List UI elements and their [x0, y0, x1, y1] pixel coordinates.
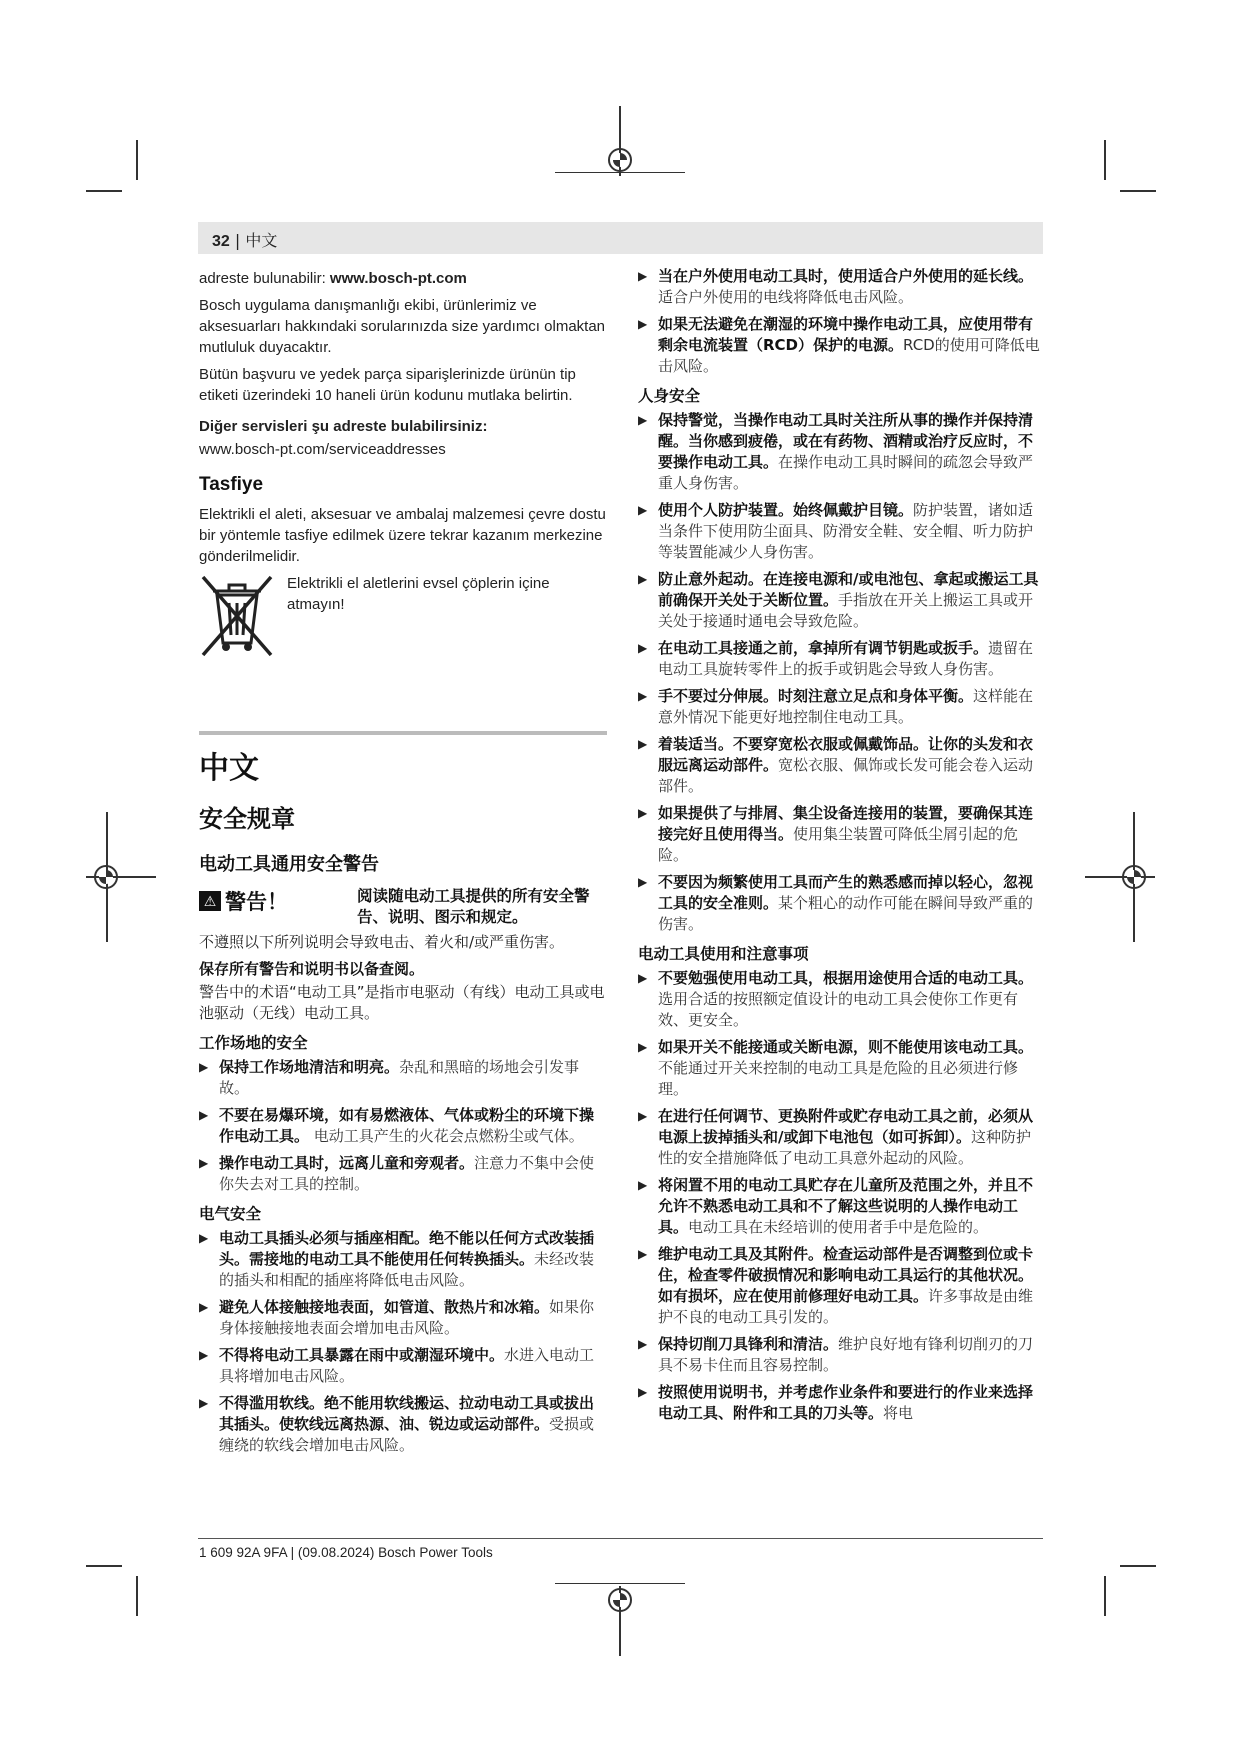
list-item: ▶ 不要在易爆环境，如有易燃液体、气体或粉尘的环境下操作电动工具。 电动工具产生的火花会点燃粉尘或气体。	[199, 1105, 607, 1147]
list-item: ▶ 按照使用说明书，并考虑作业条件和要进行的作业来选择电动工具、附件和工具的刀头等。将电	[638, 1382, 1043, 1424]
list-item: ▶ 不要因为频繁使用工具而产生的熟悉感而掉以轻心，忽视工具的安全准则。某个粗心的动作可能在瞬间导致严重的伤害。	[638, 872, 1043, 935]
list-item: ▶ 保持切削刀具锋利和清洁。维护良好地有锋利切削刃的刀具不易卡住而且容易控制。	[638, 1334, 1043, 1376]
tr-address: adreste bulunabilir: www.bosch-pt.com	[199, 270, 467, 287]
work-area-list	[199, 1057, 607, 1195]
list-item: ▶ 电动工具插头必须与插座相配。绝不能以任何方式改装插头。需接地的电动工具不能使用任何转换插头。未经改装的插头和相配的插座将降低电击风险。	[199, 1228, 607, 1291]
tr-paragraph: Bütün başvuru ve yedek parça siparişlerinizde ürünün tip etiketi üzerindeki 10 haneli ürün kodunu mutlaka belirtin.	[199, 366, 576, 404]
list-item: ▶ 保持工作场地清洁和明亮。杂乱和黑暗的场地会引发事故。	[199, 1057, 607, 1099]
personal-safety-list	[638, 410, 1043, 935]
service-addresses-link[interactable]: www.bosch-pt.com/serviceaddresses	[199, 441, 446, 458]
registration-line	[555, 1583, 685, 1584]
bosch-url-link[interactable]: www.bosch-pt.com	[329, 270, 467, 287]
safety-heading: 安全规章	[199, 805, 295, 833]
list-item: ▶ 如果开关不能接通或关断电源，则不能使用该电动工具。不能通过开关来控制的电动工具是危险的且必须进行修理。	[638, 1037, 1043, 1100]
list-item: ▶ 如果提供了与排屑、集尘设备连接用的装置，要确保其连接完好且使用得当。使用集尘装置可降低尘屑引起的危险。	[638, 803, 1043, 866]
crop-mark	[136, 1576, 138, 1616]
electrical-heading: 电气安全	[199, 1205, 262, 1223]
electrical-list-continued	[638, 266, 1043, 377]
page-footer: 1 609 92A 9FA | (09.08.2024) Bosch Power Tools	[199, 1545, 493, 1560]
tr-paragraph: Bosch uygulama danışmanlığı ekibi, ürünlerimiz ve aksesuarları hakkındaki sorularınızda size yardımcı olmaktan mutluluk duyacaktır.	[199, 297, 606, 356]
term-definition: 警告中的术语“电动工具”是指市电驱动（有线）电动工具或电池驱动（无线）电动工具。	[199, 983, 605, 1022]
general-warnings-heading: 电动工具通用安全警告	[199, 854, 379, 875]
list-item: ▶ 不得将电动工具暴露在雨中或潮湿环境中。水进入电动工具将增加电击风险。	[199, 1345, 607, 1387]
tr-other-services: Diğer servisleri şu adreste bulabilirsiniz:	[199, 418, 488, 435]
tasfiye-text: Elektrikli el aleti, aksesuar ve ambalaj malzemesi çevre dostu bir yöntemle tasfiye edilmek üzere tekrar kazanım merkezine gönderilmelidir.	[199, 506, 606, 565]
crossed-bin-icon	[199, 573, 275, 659]
list-item: ▶ 保持警觉，当操作电动工具时关注所从事的操作并保持清醒。当你感到疲倦，或在有药物、酒精或治疗反应时，不要操作电动工具。在操作电动工具时瞬间的疏忽会导致严重人身伤害。	[638, 410, 1043, 494]
header-language: 中文	[245, 231, 278, 250]
list-item: ▶ 不得滥用软线。绝不能用软线搬运、拉动电动工具或拔出其插头。使软线远离热源、油、锐边或运动部件。受损或缠绕的软线会增加电击风险。	[199, 1393, 607, 1456]
registration-mark-icon	[608, 1588, 632, 1612]
list-item: ▶ 不要勉强使用电动工具，根据用途使用合适的电动工具。选用合适的按照额定值设计的电动工具会使你工作更有效、更安全。	[638, 968, 1043, 1031]
tool-use-heading: 电动工具使用和注意事项	[638, 945, 809, 963]
registration-mark-icon	[608, 148, 632, 172]
list-item: ▶ 避免人体接触接地表面，如管道、散热片和冰箱。如果你身体接触接地表面会增加电击风险。	[199, 1297, 607, 1339]
list-item: ▶ 操作电动工具时，远离儿童和旁观者。注意力不集中会使你失去对工具的控制。	[199, 1153, 607, 1195]
crop-mark	[136, 140, 138, 180]
tasfiye-heading: Tasfiye	[199, 474, 264, 495]
list-item: ▶ 着装适当。不要穿宽松衣服或佩戴饰品。让你的头发和衣服远离运动部件。宽松衣服、佩饰或长发可能会卷入运动部件。	[638, 734, 1043, 797]
keep-instructions: 保存所有警告和说明书以备查阅。	[199, 960, 425, 978]
registration-mark-icon	[94, 865, 118, 889]
personal-safety-heading: 人身安全	[638, 387, 701, 405]
list-item: ▶ 使用个人防护装置。始终佩戴护目镜。防护装置，诸如适当条件下使用防尘面具、防滑安全鞋、安全帽、听力防护等装置能减少人身伤害。	[638, 500, 1043, 563]
crop-mark	[1104, 140, 1106, 180]
warning-consequence: 不遵照以下所列说明会导致电击、着火和/或严重伤害。	[199, 933, 565, 951]
chinese-heading: 中文	[199, 751, 259, 786]
list-item: ▶ 当在户外使用电动工具时，使用适合户外使用的延长线。适合户外使用的电线将降低电击风险。	[638, 266, 1043, 308]
crop-mark	[86, 190, 122, 192]
warning-label: ⚠ 警告！	[199, 886, 357, 916]
registration-line	[555, 172, 685, 173]
list-item: ▶ 将闲置不用的电动工具贮存在儿童所及范围之外，并且不允许不熟悉电动工具和不了解这些说明的人操作电动工具。电动工具在未经培训的使用者手中是危险的。	[638, 1175, 1043, 1238]
page-header: 32 | 中文	[212, 231, 278, 250]
list-item: ▶ 维护电动工具及其附件。检查运动部件是否调整到位或卡住，检查零件破损情况和影响电动工具运行的其他状况。如有损坏，应在使用前修理好电动工具。许多事故是由维护不良的电动工具引发的。	[638, 1244, 1043, 1328]
crop-mark	[1120, 1565, 1156, 1567]
tool-use-list	[638, 968, 1043, 1424]
page-header-bar	[198, 222, 1043, 254]
electrical-list	[199, 1228, 607, 1456]
footer-divider	[198, 1538, 1043, 1539]
weee-text: Elektrikli el aletlerini evsel çöplerin içine atmayın!	[287, 575, 550, 613]
page-number: 32	[212, 233, 230, 250]
left-column	[199, 268, 607, 1462]
work-area-heading: 工作场地的安全	[199, 1034, 308, 1052]
registration-mark-icon	[1122, 865, 1146, 889]
list-item: ▶ 防止意外起动。在连接电源和/或电池包、拿起或搬运工具前确保开关处于关断位置。手指放在开关上搬运工具或开关处于接通时通电会导致危险。	[638, 569, 1043, 632]
warning-triangle-icon: ⚠	[199, 891, 221, 911]
warning-block	[199, 886, 607, 928]
list-item: ▶ 在电动工具接通之前，拿掉所有调节钥匙或扳手。遗留在电动工具旋转零件上的扳手或钥匙会导致人身伤害。	[638, 638, 1043, 680]
list-item: ▶ 手不要过分伸展。时刻注意立足点和身体平衡。这样能在意外情况下能更好地控制住电动工具。	[638, 686, 1043, 728]
warning-text: 阅读随电动工具提供的所有安全警告、说明、图示和规定。	[357, 887, 590, 926]
section-divider	[199, 731, 607, 735]
crop-mark	[1120, 190, 1156, 192]
list-item: ▶ 在进行任何调节、更换附件或贮存电动工具之前，必须从电源上拔掉插头和/或卸下电池包（如可拆卸）。这种防护性的安全措施降低了电动工具意外起动的风险。	[638, 1106, 1043, 1169]
crop-mark	[86, 1565, 122, 1567]
weee-notice	[199, 573, 607, 659]
right-column	[638, 266, 1043, 1430]
list-item: ▶ 如果无法避免在潮湿的环境中操作电动工具，应使用带有剩余电流装置（RCD）保护的电源。RCD的使用可降低电击风险。	[638, 314, 1043, 377]
crop-mark	[1104, 1576, 1106, 1616]
